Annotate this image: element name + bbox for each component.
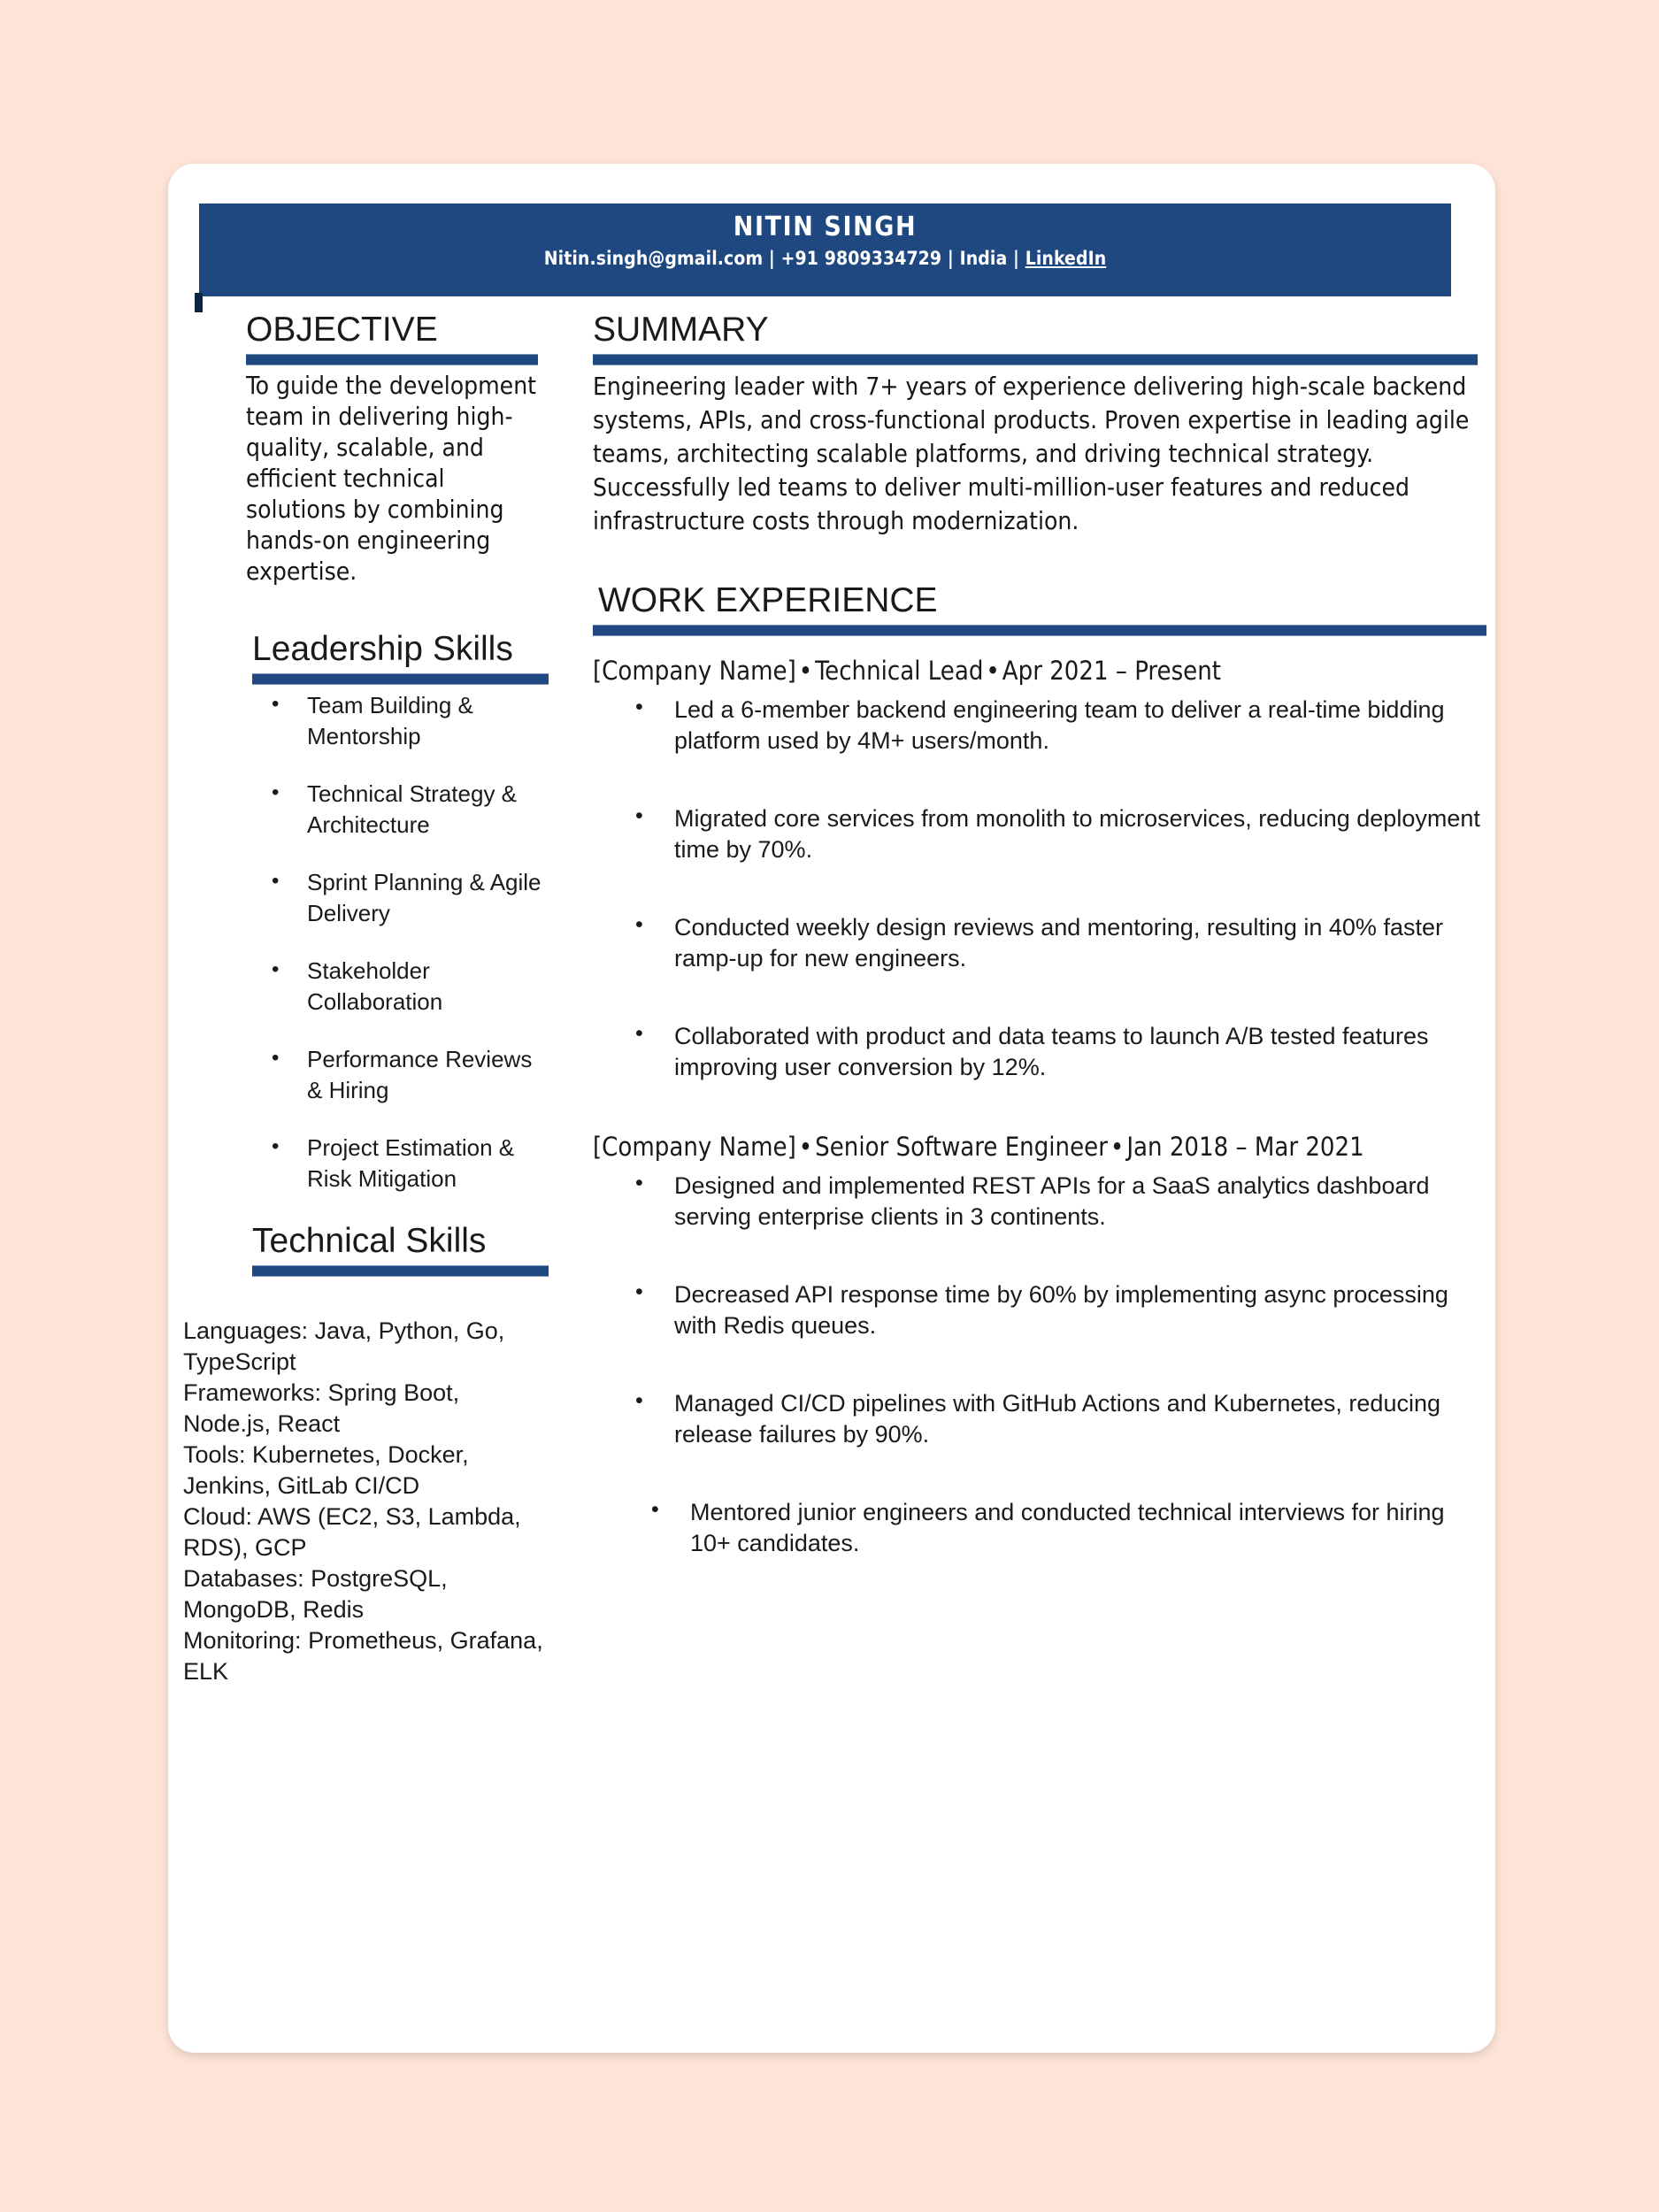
job-separator: •: [986, 656, 1000, 686]
objective-text: To guide the development team in delivering high-quality, scalable, and efficient technical solutions by combining hands-on engineering expertise.: [246, 371, 537, 586]
job-separator: •: [1110, 1132, 1125, 1162]
contact-phone[interactable]: +91 9809334729: [780, 248, 942, 269]
list-item: • Decreased API response time by 60% by implementing async processing with Redis queues.: [674, 1279, 1486, 1341]
technical-skills-section: [168, 1221, 584, 1687]
job-bullet-list: [593, 1171, 1486, 1559]
work-experience-heading-wrap: [593, 580, 1486, 621]
technical-skills-line: Cloud: AWS (EC2, S3, Lambda, RDS), GCP: [183, 1503, 521, 1561]
job-title: Technical Lead: [815, 656, 984, 686]
technical-skills-divider: [252, 1265, 549, 1277]
job-separator: •: [798, 656, 813, 686]
job-entry: [593, 1130, 1486, 1559]
work-experience-section: [593, 580, 1486, 1559]
leadership-skills-divider: [252, 673, 549, 685]
list-item: • Technical Strategy & Architecture: [307, 779, 549, 841]
summary-section: [593, 310, 1486, 538]
list-item: • Collaborated with product and data teams to launch A/B tested features improving user conversion by 12%.: [674, 1021, 1486, 1083]
contact-separator-2: |: [947, 248, 954, 269]
list-item: • Stakeholder Collaboration: [307, 956, 549, 1018]
technical-skills-line: Languages: Java, Python, Go, TypeScript: [183, 1317, 505, 1375]
list-item: • Migrated core services from monolith to microservices, reducing deployment time by 70%.: [674, 803, 1486, 865]
contact-line: [199, 245, 1451, 272]
list-item: • Managed CI/CD pipelines with GitHub Actions and Kubernetes, reducing release failures by 90%.: [674, 1388, 1486, 1450]
technical-skills-line: Frameworks: Spring Boot, Node.js, React: [183, 1379, 460, 1437]
technical-skills-body: [183, 1316, 549, 1687]
technical-skills-heading: Technical Skills: [252, 1222, 487, 1260]
job-company: [Company Name]: [593, 656, 796, 686]
contact-email[interactable]: Nitin.singh@gmail.com: [543, 248, 764, 269]
contact-location: India: [959, 248, 1008, 269]
list-item: • Team Building & Mentorship: [307, 690, 549, 752]
left-column: [168, 310, 584, 1687]
objective-heading: OBJECTIVE: [246, 311, 438, 349]
job-title: Senior Software Engineer: [815, 1132, 1108, 1162]
summary-heading: SUMMARY: [593, 311, 769, 349]
objective-section: [168, 310, 584, 587]
work-experience-heading: WORK EXPERIENCE: [598, 581, 938, 619]
technical-skills-line: Monitoring: Prometheus, Grafana, ELK: [183, 1627, 543, 1685]
job-company: [Company Name]: [593, 1132, 796, 1162]
leadership-skills-list: [252, 690, 549, 1194]
summary-text: Engineering leader with 7+ years of experience delivering high-scale backend systems, APIs, and cross-functional products. Proven expertise in leading agile teams, architecting scalable platforms, and driving technical strategy. Successfully led teams to deliver multi-million-user features and reduced infrastructure costs through modernization.: [593, 372, 1470, 535]
contact-separator-1: |: [768, 248, 775, 269]
technical-skills-line: Tools: Kubernetes, Docker, Jenkins, GitLab CI/CD: [183, 1441, 469, 1499]
contact-separator-3: |: [1012, 248, 1019, 269]
leadership-skills-section: [168, 629, 584, 1194]
list-item: • Designed and implemented REST APIs for a SaaS analytics dashboard serving enterprise clients in 3 continents.: [674, 1171, 1486, 1233]
job-entry: [593, 654, 1486, 1083]
list-item: • Led a 6-member backend engineering team to deliver a real-time bidding platform used by 4M+ users/month.: [674, 695, 1486, 757]
work-experience-divider: [593, 625, 1486, 636]
list-item: • Mentored junior engineers and conducted technical interviews for hiring 10+ candidates.: [690, 1497, 1486, 1559]
job-bullet-list: [593, 695, 1486, 1083]
technical-skills-line: Databases: PostgreSQL, MongoDB, Redis: [183, 1565, 448, 1623]
job-header-line: [593, 1130, 1486, 1164]
candidate-name: NITIN SINGH: [733, 211, 918, 242]
leadership-skills-heading: Leadership Skills: [252, 630, 513, 668]
job-separator: •: [798, 1132, 813, 1162]
summary-divider: [593, 354, 1478, 365]
resume-header-banner: [199, 204, 1451, 296]
job-header-line: [593, 654, 1486, 687]
objective-divider: [246, 354, 538, 365]
list-item: • Sprint Planning & Agile Delivery: [307, 867, 549, 929]
list-item: • Project Estimation & Risk Mitigation: [307, 1133, 549, 1194]
list-item: • Performance Reviews & Hiring: [307, 1044, 549, 1106]
job-dates: Apr 2021 – Present: [1002, 656, 1221, 686]
right-column: [593, 310, 1486, 1606]
list-item: • Conducted weekly design reviews and mentoring, resulting in 40% faster ramp-up for new engineers.: [674, 912, 1486, 974]
job-dates: Jan 2018 – Mar 2021: [1126, 1132, 1364, 1162]
contact-linkedin-link[interactable]: LinkedIn: [1025, 248, 1107, 269]
resume-page: [168, 164, 1495, 2053]
